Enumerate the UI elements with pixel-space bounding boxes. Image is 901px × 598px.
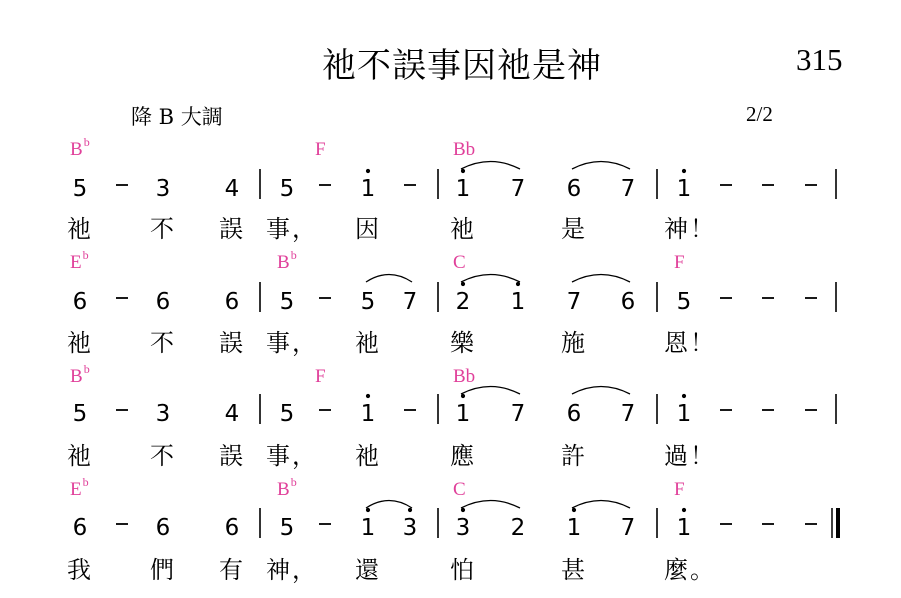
lyric-word: 因: [355, 215, 381, 243]
lyric-word: 神，: [266, 556, 318, 584]
slur: [572, 275, 630, 283]
note-6: 6: [72, 515, 88, 541]
octave-dot: [366, 508, 370, 512]
key-signature: 降 B 大調: [131, 105, 223, 129]
octave-dot: [682, 508, 686, 512]
note-6: 6: [224, 515, 240, 541]
note-1: 1: [455, 401, 471, 427]
octave-dot: [366, 394, 370, 398]
note-3: 3: [402, 515, 418, 541]
octave-dot: [682, 169, 686, 173]
note-5: 5: [72, 401, 88, 427]
lyric-word: 祂: [355, 329, 381, 357]
octave-dot: [572, 508, 576, 512]
note-6: 6: [155, 515, 171, 541]
lyric-word: 甚: [561, 556, 587, 584]
note-3: 3: [155, 176, 171, 202]
note-7: 7: [402, 289, 418, 315]
note-1: 1: [455, 176, 471, 202]
lyric-word: 祂: [355, 442, 381, 470]
note-6: 6: [155, 289, 171, 315]
note-6: 6: [620, 289, 636, 315]
note-1: 1: [360, 176, 376, 202]
note-7: 7: [620, 176, 636, 202]
note-4: 4: [224, 176, 240, 202]
chord-symbol: $B^b$: [277, 475, 297, 500]
chord-symbol: Bb: [453, 366, 476, 387]
chord-symbol: $E^b$: [70, 248, 89, 273]
note-1: 1: [566, 515, 582, 541]
lyric-word: 誤: [219, 215, 245, 243]
note-3: 3: [155, 401, 171, 427]
lyric-word: 誤: [219, 329, 245, 357]
slur: [366, 275, 412, 283]
chord-symbol: F: [315, 366, 326, 387]
note-1: 1: [676, 515, 692, 541]
note-5: 5: [279, 401, 295, 427]
note-7: 7: [620, 515, 636, 541]
note-5: 5: [72, 176, 88, 202]
lyric-word: 恩！: [664, 329, 716, 357]
lyric-word: 不: [150, 442, 176, 470]
octave-dot: [461, 394, 465, 398]
lyric-word: 祂: [450, 215, 476, 243]
lyric-word: 祂: [67, 329, 93, 357]
note-2: 2: [510, 515, 526, 541]
lyric-word: 應: [450, 442, 476, 470]
lyric-word: 麼。: [664, 556, 716, 584]
note-7: 7: [510, 401, 526, 427]
note-5: 5: [676, 289, 692, 315]
lyric-word: 祂: [67, 442, 93, 470]
lyric-word: 祂: [67, 215, 93, 243]
lyric-word: 樂: [450, 329, 476, 357]
hymn-title: 祂不誤事因祂是神: [322, 46, 602, 86]
octave-dot: [461, 508, 465, 512]
note-1: 1: [360, 401, 376, 427]
note-5: 5: [360, 289, 376, 315]
slur: [572, 162, 630, 170]
chord-symbol: F: [674, 252, 685, 273]
lyric-word: 許: [561, 442, 587, 470]
slur: [461, 162, 520, 170]
chord-symbol: $B^b$: [277, 248, 297, 273]
chord-symbol: C: [453, 479, 466, 500]
lyric-word: 事，: [266, 329, 318, 357]
slur: [572, 501, 630, 509]
note-7: 7: [566, 289, 582, 315]
slur: [461, 387, 520, 395]
note-1: 1: [676, 401, 692, 427]
slur: [366, 501, 412, 509]
chord-symbol: $B^b$: [70, 362, 90, 387]
lyric-word: 有: [219, 556, 245, 584]
note-7: 7: [510, 176, 526, 202]
octave-dot: [461, 169, 465, 173]
page-number: 315: [796, 42, 843, 77]
slur: [461, 501, 520, 509]
note-1: 1: [360, 515, 376, 541]
lyric-word: 是: [561, 215, 587, 243]
chord-symbol: C: [453, 252, 466, 273]
note-1: 1: [510, 289, 526, 315]
lyric-word: 不: [150, 329, 176, 357]
chord-symbol: F: [674, 479, 685, 500]
note-6: 6: [566, 176, 582, 202]
note-6: 6: [566, 401, 582, 427]
lyric-word: 事，: [266, 215, 318, 243]
lyric-word: 還: [355, 556, 381, 584]
lyric-word: 我: [67, 556, 93, 584]
lyric-word: 事，: [266, 442, 318, 470]
octave-dot: [461, 282, 465, 286]
octave-dot: [516, 282, 520, 286]
time-signature: 2/2: [746, 102, 773, 126]
lyric-word: 不: [150, 215, 176, 243]
note-5: 5: [279, 515, 295, 541]
chord-symbol: F: [315, 139, 326, 160]
note-6: 6: [224, 289, 240, 315]
slur: [572, 387, 630, 395]
lyric-word: 施: [561, 329, 587, 357]
chord-symbol: $E^b$: [70, 475, 89, 500]
note-5: 5: [279, 289, 295, 315]
lyric-word: 過！: [664, 442, 716, 470]
note-5: 5: [279, 176, 295, 202]
note-7: 7: [620, 401, 636, 427]
chord-symbol: Bb: [453, 139, 476, 160]
note-2: 2: [455, 289, 471, 315]
lyric-word: 怕: [450, 556, 476, 584]
note-1: 1: [676, 176, 692, 202]
octave-dot: [408, 508, 412, 512]
octave-dot: [366, 169, 370, 173]
note-4: 4: [224, 401, 240, 427]
lyric-word: 們: [150, 556, 176, 584]
note-6: 6: [72, 289, 88, 315]
note-3: 3: [455, 515, 471, 541]
chord-symbol: $B^b$: [70, 135, 90, 160]
octave-dot: [682, 394, 686, 398]
lyric-word: 神！: [664, 215, 716, 243]
lyric-word: 誤: [219, 442, 245, 470]
slur: [461, 275, 520, 283]
